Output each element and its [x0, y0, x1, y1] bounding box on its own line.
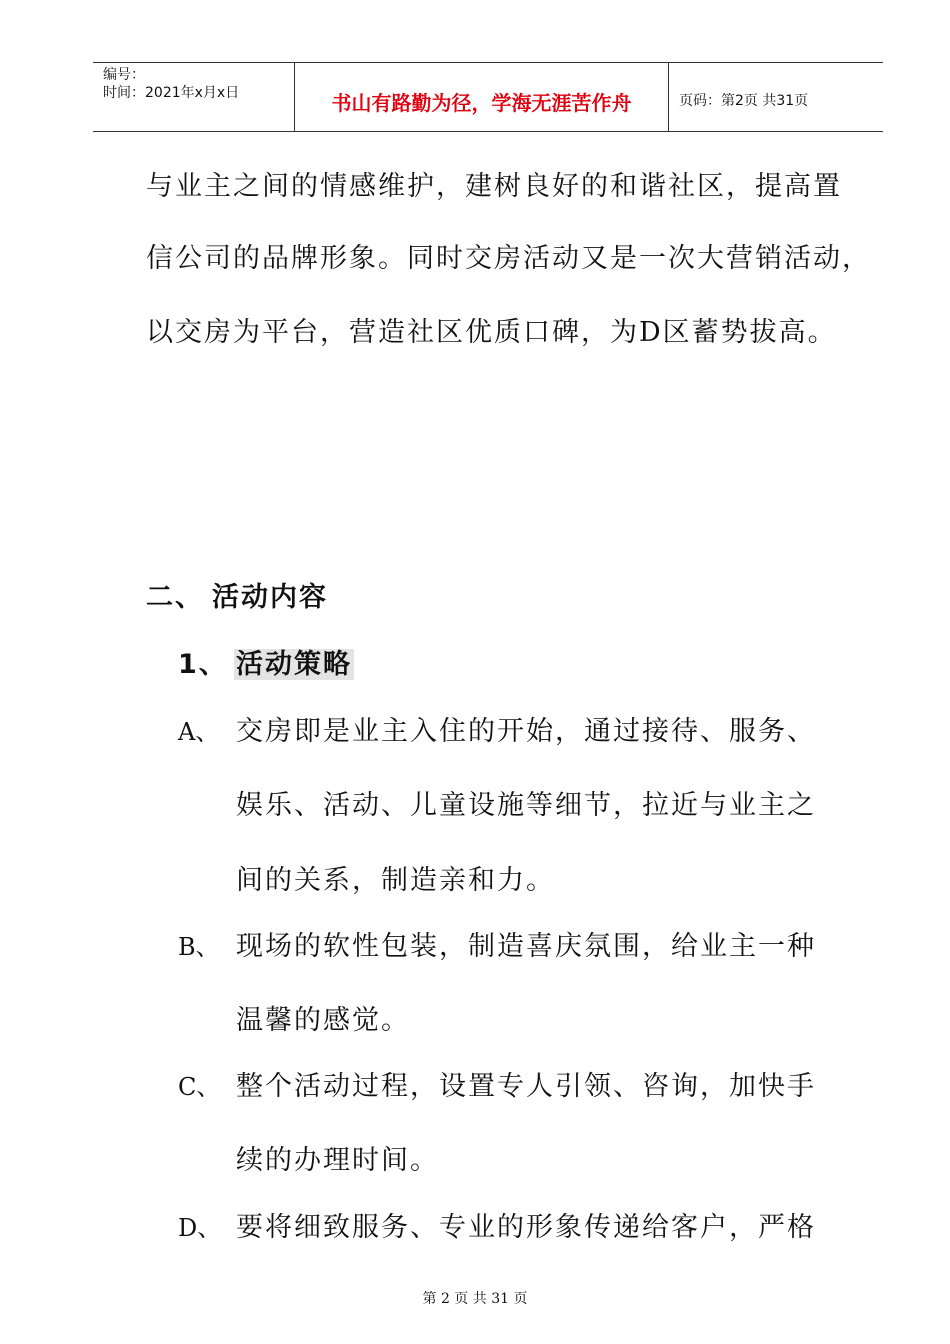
subsection-title: 活动策略	[236, 649, 352, 680]
header-motto: 书山有路勤为径，学海无涯苦作舟	[331, 91, 632, 115]
header-page-cell	[669, 63, 883, 131]
date-line: 时间：2021年x月x日	[103, 85, 240, 101]
intro-line: 以交房为平台，营造社区优质口碑，为D区蓄势拔高。	[146, 317, 837, 348]
item-label: C、	[178, 1073, 221, 1101]
item-label: A、	[178, 718, 220, 746]
item-line: 要将细致服务、专业的形象传递给客户，严格	[236, 1212, 816, 1243]
header-meta-cell	[93, 63, 294, 131]
subsection-title-wrap	[234, 650, 354, 680]
serial-number-label: 编号：	[103, 67, 145, 83]
item-label: B、	[178, 933, 220, 961]
item-label: D、	[178, 1214, 222, 1242]
item-line: 现场的软性包装，制造喜庆氛围，给业主一种	[236, 931, 816, 962]
item-line: 整个活动过程，设置专人引领、咨询，加快手	[236, 1071, 816, 1102]
item-line: 娱乐、活动、儿童设施等细节，拉近与业主之	[236, 790, 816, 821]
item-line: 续的办理时间。	[236, 1145, 439, 1176]
document-header	[93, 62, 883, 132]
section-number: 二、	[146, 582, 204, 613]
section-title: 活动内容	[212, 582, 328, 613]
intro-line: 与业主之间的情感维护，建树良好的和谐社区，提高置	[146, 171, 842, 202]
item-line: 间的关系，制造亲和力。	[236, 865, 555, 896]
item-line: 交房即是业主入住的开始，通过接待、服务、	[236, 716, 816, 747]
header-page-info: 页码：第2页 共31页	[679, 93, 809, 109]
page-footer: 第 2 页 共 31 页	[422, 1291, 528, 1307]
subsection-number: 1、	[178, 649, 228, 680]
header-motto-cell	[294, 63, 669, 131]
intro-line: 信公司的品牌形象。同时交房活动又是一次大营销活动，	[146, 243, 871, 274]
item-line: 温馨的感觉。	[236, 1005, 410, 1036]
